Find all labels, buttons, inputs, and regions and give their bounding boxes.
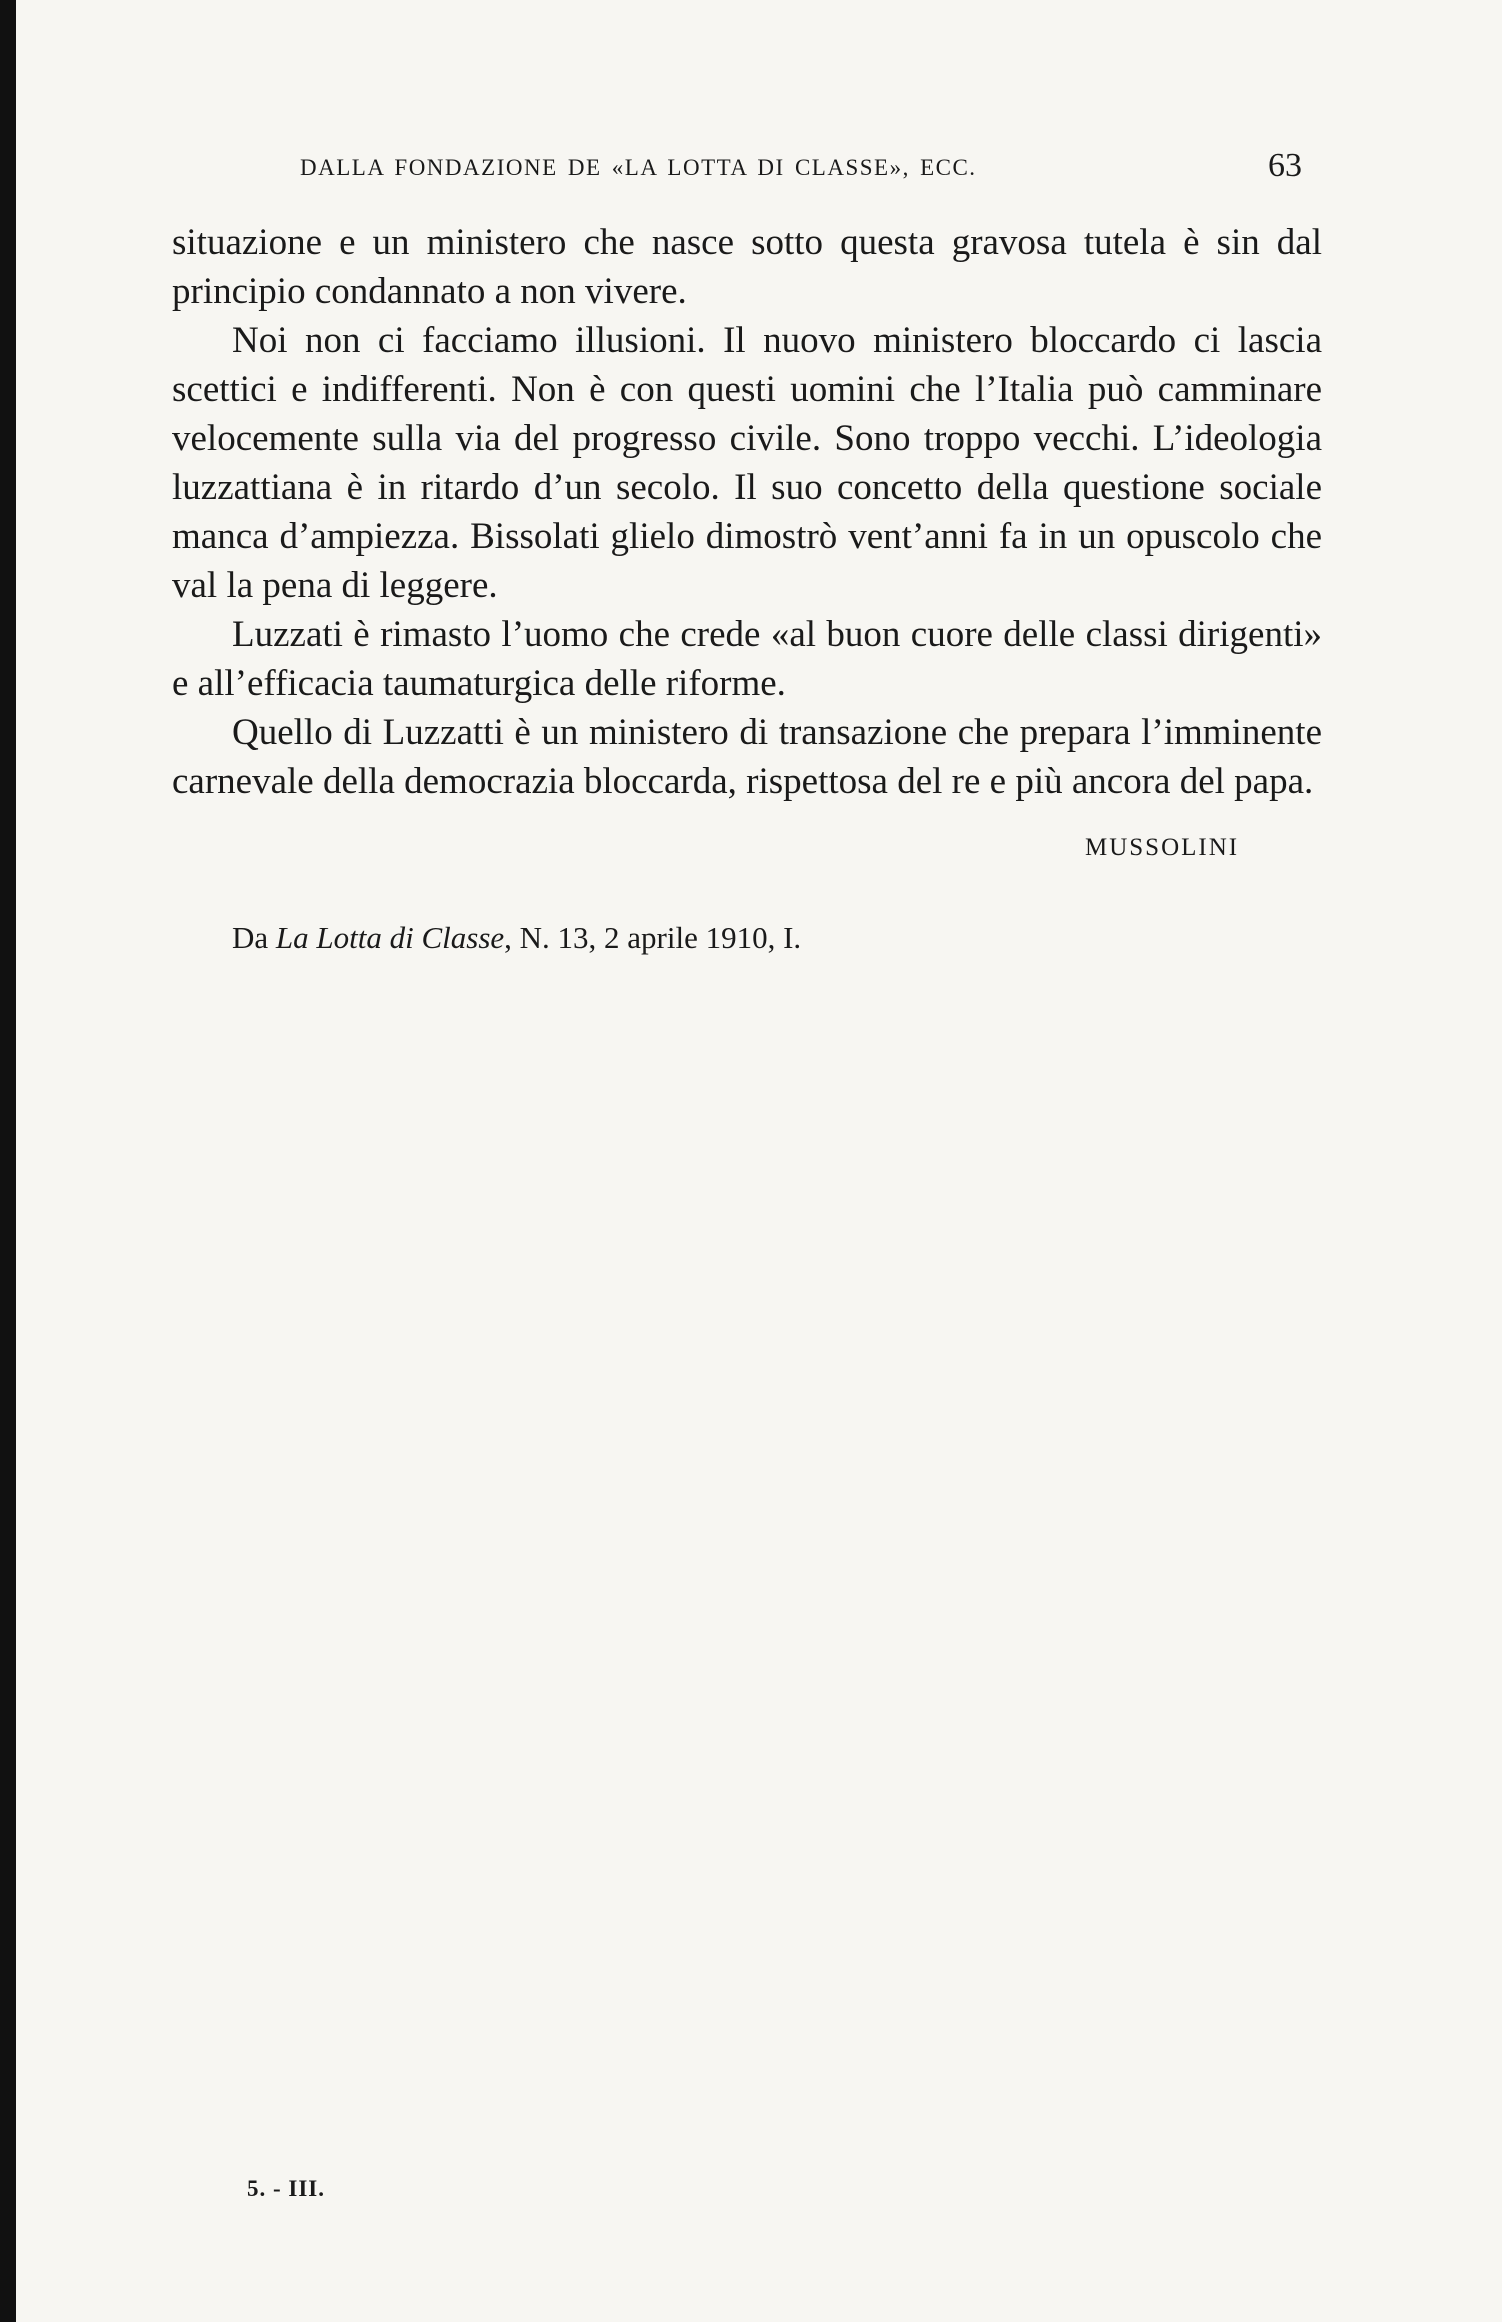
paragraph-4: Quello di Luzzatti è un ministero di transazione che prepara l’imminente carnevale della democrazia bloccarda, rispettosa del re e più ancora del papa. bbox=[172, 712, 1322, 802]
binding-edge bbox=[0, 0, 16, 2322]
source-details: , N. 13, 2 aprile 1910, I. bbox=[504, 920, 802, 955]
page-number: 63 bbox=[1268, 147, 1302, 184]
running-head bbox=[300, 147, 1302, 195]
body-text bbox=[172, 218, 1322, 806]
source-title: La Lotta di Classe bbox=[275, 920, 505, 955]
paragraph-3: Luzzati è rimasto l’uomo che crede «al buon cuore delle classi dirigenti» e all’efficacia taumaturgica delle riforme. bbox=[172, 614, 1322, 704]
author-signature: MUSSOLINI bbox=[1085, 834, 1240, 861]
running-title: DALLA FONDAZIONE DE «LA LOTTA DI CLASSE», ECC. bbox=[300, 155, 977, 180]
paragraph-1: situazione e un ministero che nasce sotto questa gravosa tutela è sin dal principio condannato a non vivere. bbox=[172, 222, 1322, 312]
source-citation bbox=[232, 920, 801, 956]
source-prefix: Da bbox=[232, 920, 276, 955]
paragraph-2: Noi non ci facciamo illusioni. Il nuovo ministero bloccardo ci lascia scettici e indifferenti. Non è con questi uomini che l’Italia può camminare velocemente sulla via del progresso civile. Sono troppo vecchi. L’ideologia luzzattiana è in ritardo d’un secolo. Il suo concetto della questione sociale manca d’ampiezza. Bissolati glielo dimostrò vent’anni fa in un opuscolo che val la pena di leggere. bbox=[172, 320, 1322, 606]
printer-signature-mark: 5. - III. bbox=[247, 2176, 326, 2201]
